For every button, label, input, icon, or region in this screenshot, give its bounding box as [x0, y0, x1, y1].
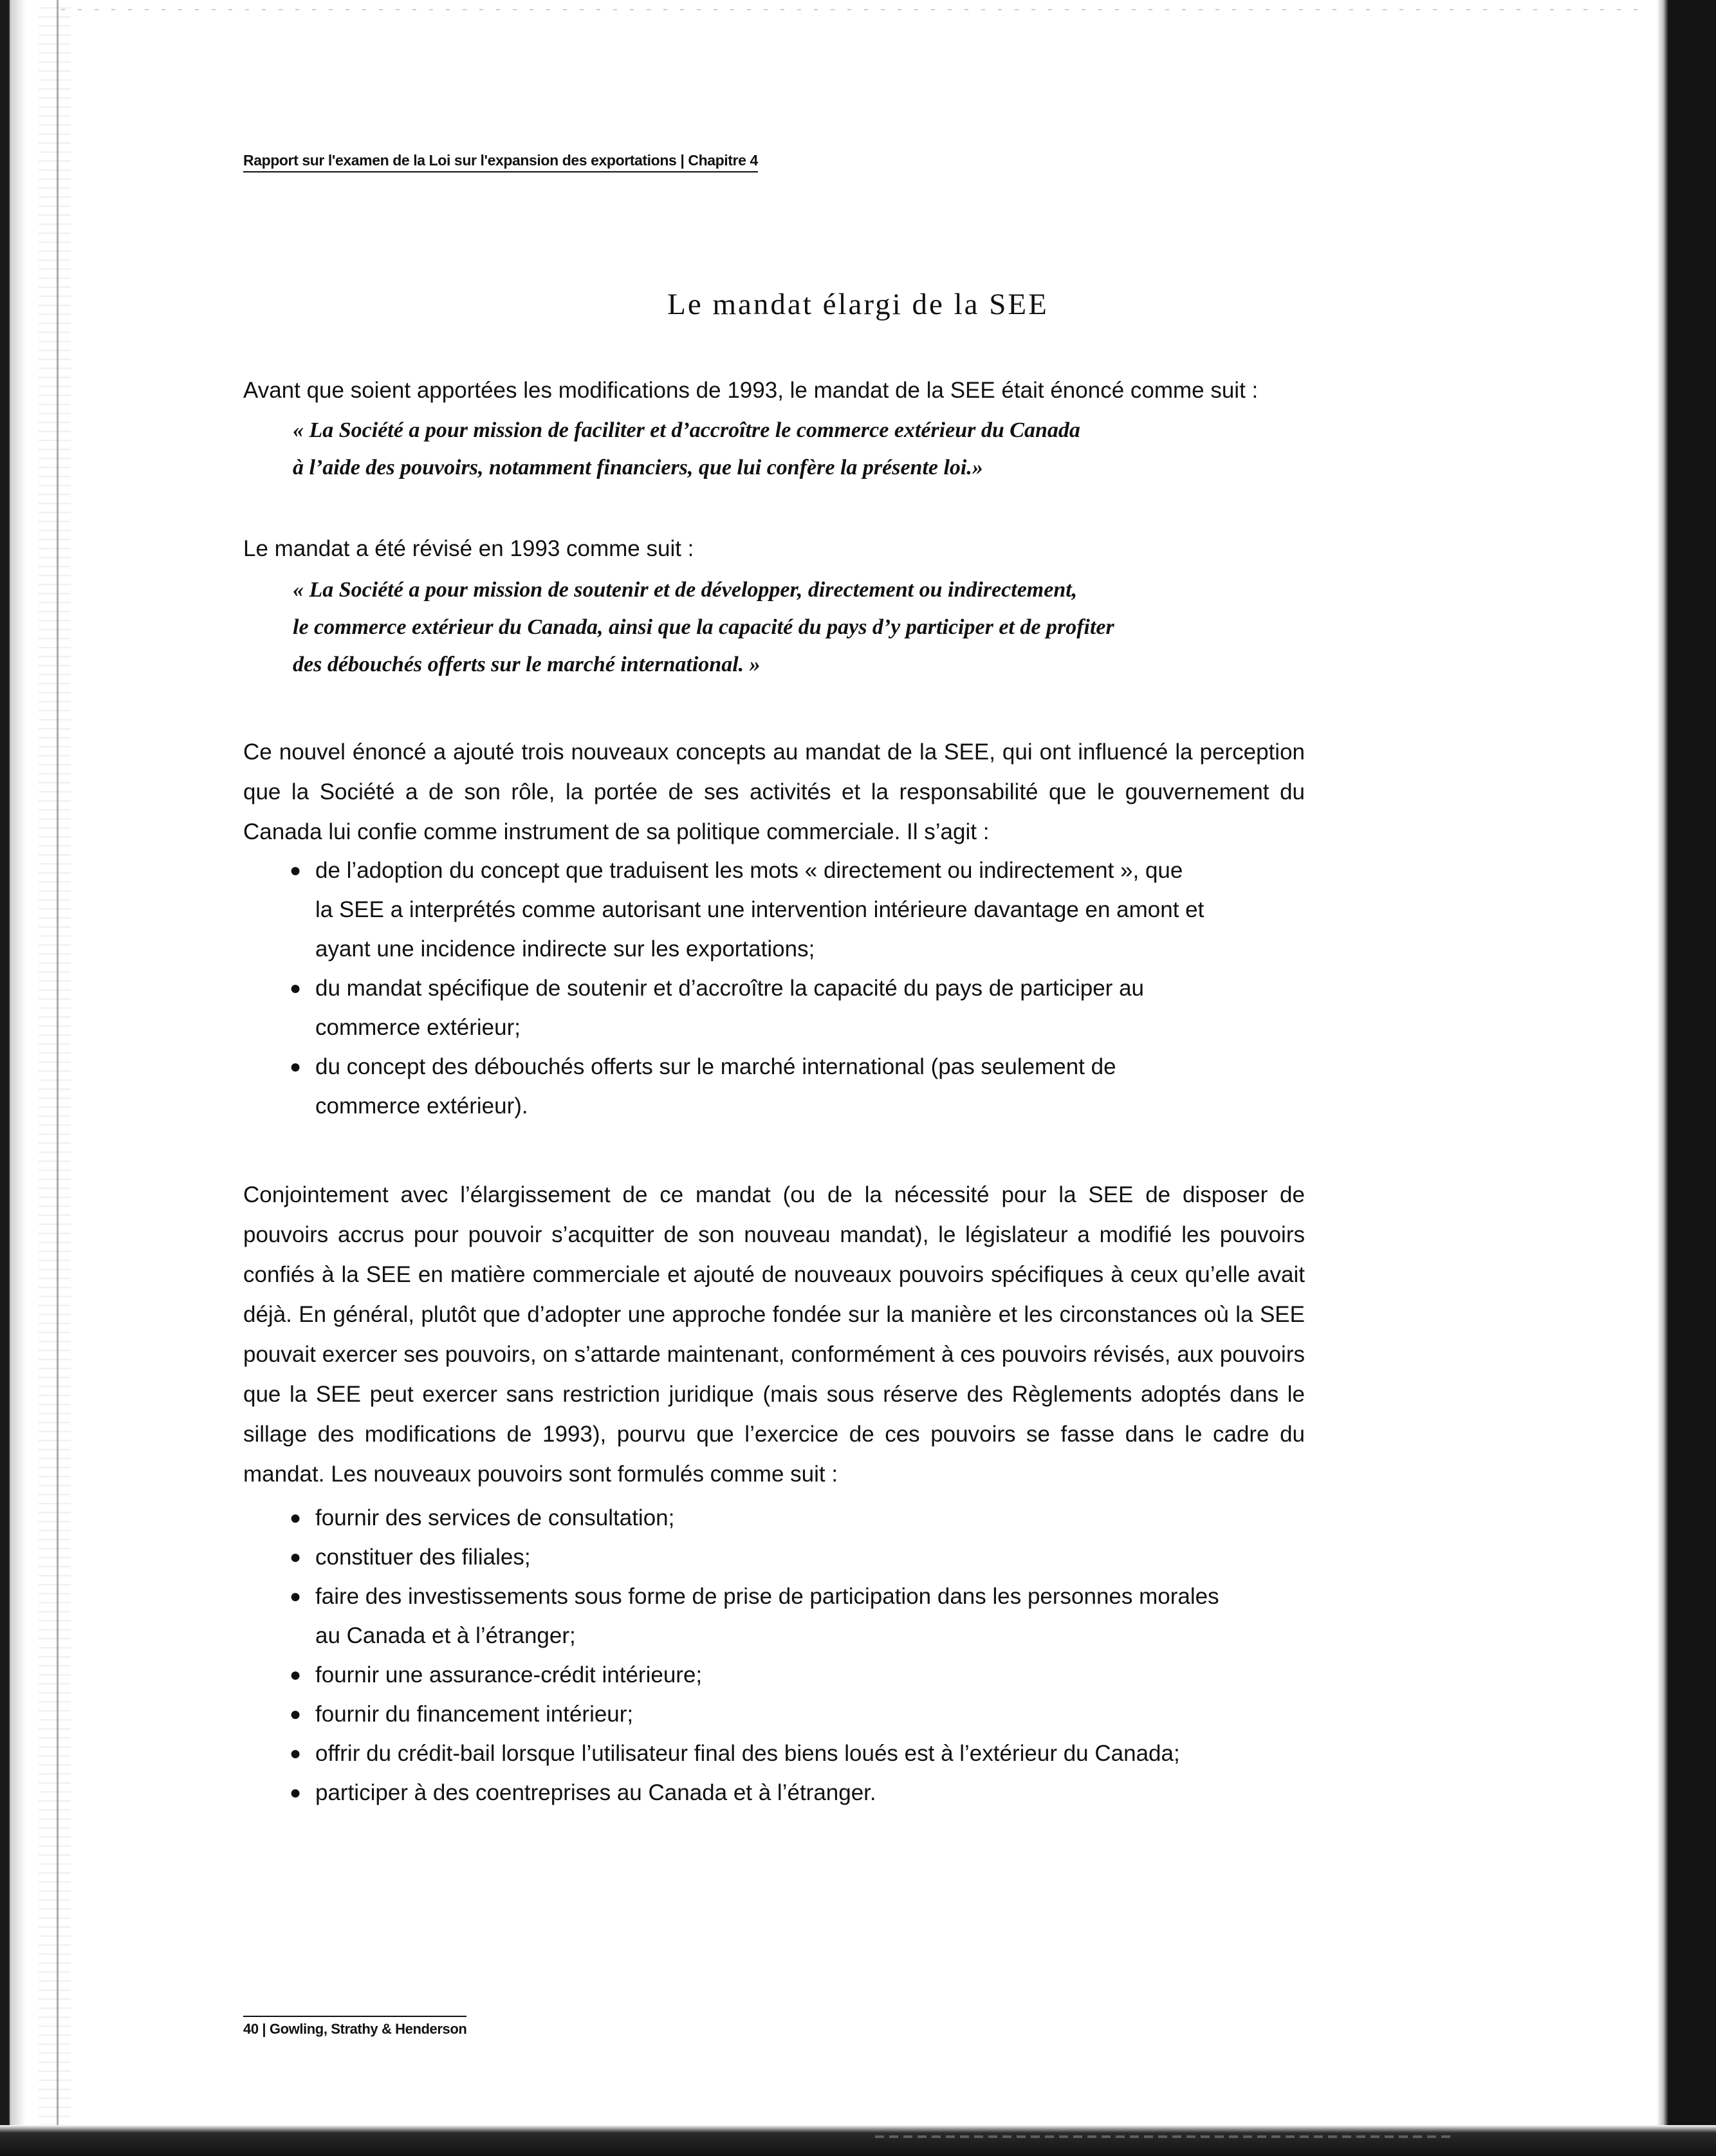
bullet-icon: ● — [290, 1547, 302, 1568]
list-item — [277, 1773, 1306, 1812]
bullet-icon: ● — [290, 1782, 302, 1803]
scan-left-noise — [39, 0, 71, 2156]
list-item-line: participer à des coentreprises au Canada et à l’étranger. — [315, 1780, 876, 1805]
quote-line: « La Société a pour mission de faciliter et d’accroître le commerce extérieur du Canada — [293, 418, 1080, 442]
list-item-line: faire des investissements sous forme de prise de participation dans les personnes morales — [315, 1584, 1219, 1609]
bullet-icon: ● — [290, 978, 302, 999]
page-title: Le mandat élargi de la SEE — [667, 288, 1049, 321]
scan-bottom-dots — [875, 2135, 1454, 2138]
list-item-line: fournir des services de consultation; — [315, 1505, 675, 1530]
list-item — [277, 1498, 1306, 1538]
list-item-line: du concept des débouchés offerts sur le marché international (pas seulement de — [315, 1054, 1116, 1079]
section3-bullet-list — [277, 851, 1306, 1126]
list-item-line: ayant une incidence indirecte sur les exportations; — [315, 936, 815, 962]
list-item-line: la SEE a interprétés comme autorisant une intervention intérieure davantage en amont et — [315, 897, 1204, 922]
bullet-icon: ● — [290, 1586, 302, 1607]
list-item-line: fournir du financement intérieur; — [315, 1702, 634, 1727]
scan-left-rule — [57, 0, 59, 2156]
section2-intro: Le mandat a été révisé en 1993 comme suit : — [243, 536, 694, 561]
scan-left-edge — [0, 0, 26, 2156]
list-item — [277, 1695, 1306, 1734]
list-item-line: au Canada et à l’étranger; — [315, 1623, 576, 1648]
list-item — [277, 1538, 1306, 1577]
list-item-line: offrir du crédit-bail lorsque l’utilisateur final des biens loués est à l’extérieur du Canada; — [315, 1741, 1180, 1766]
section4-bullet-list — [277, 1498, 1306, 1812]
list-item-line: fournir une assurance-crédit intérieure; — [315, 1662, 703, 1687]
quote-line: le commerce extérieur du Canada, ainsi que la capacité du pays d’y participer et de profiter — [293, 615, 1114, 639]
bullet-icon: ● — [290, 1664, 302, 1686]
bullet-icon: ● — [290, 1507, 302, 1529]
section1-quote — [293, 412, 1296, 487]
list-item-line: commerce extérieur; — [315, 1015, 521, 1040]
bullet-icon: ● — [290, 1056, 302, 1077]
list-item — [277, 1577, 1306, 1655]
list-item-line: commerce extérieur). — [315, 1093, 528, 1119]
bullet-icon: ● — [290, 1704, 302, 1725]
list-item-line: du mandat spécifique de soutenir et d’accroître la capacité du pays de participer au — [315, 976, 1144, 1001]
list-item — [277, 851, 1306, 969]
list-item-line: de l’adoption du concept que traduisent les mots « directement ou indirectement », que — [315, 858, 1183, 883]
quote-line: « La Société a pour mission de soutenir et de développer, directement ou indirectement, — [293, 578, 1078, 602]
quote-line: des débouchés offerts sur le marché international. » — [293, 653, 761, 676]
bullet-icon: ● — [290, 860, 302, 881]
page-footer: 40 | Gowling, Strathy & Henderson — [243, 2016, 466, 2038]
running-header: Rapport sur l'examen de la Loi sur l'expansion des exportations | Chapitre 4 — [243, 152, 758, 172]
list-item — [277, 1734, 1306, 1773]
section4-paragraph: Conjointement avec l’élargissement de ce mandat (ou de la nécessité pour la SEE de disposer de pouvoirs accrus pour pouvoir s’acquitter de son nouveau mandat), le législateur a modifié les pouvoirs confiés à la SEE en matière commerciale et ajouté de nouveaux pouvoirs spécifiques à ceux qu’elle avait déjà. En général, plutôt que d’adopter une approche fondée sur la manière et les circonstances où la SEE pouvait exercer ses pouvoirs, on s’attarde maintenant, conformément à ces pouvoirs révisés, aux pouvoirs que la SEE peut exercer sans restriction juridique (mais sous réserve des Règlements adoptés dans le sillage des modifications de 1993), pourvu que l’exercice de ces pouvoirs se fasse dans le cadre du mandat. Les nouveaux pouvoirs sont formulés comme suit : — [243, 1182, 1305, 1487]
section3-paragraph: Ce nouvel énoncé a ajouté trois nouveaux concepts au mandat de la SEE, qui ont influencé la perception que la Société a de son rôle, la portée de ses activités et la responsabilité que le gouvernement du Canada lui confie comme instrument de sa politique commerciale. Il s’agit : — [243, 739, 1305, 844]
list-item — [277, 1047, 1306, 1126]
bullet-icon: ● — [290, 1743, 302, 1764]
list-item-line: constituer des filiales; — [315, 1545, 531, 1570]
section2-quote — [293, 572, 1296, 683]
scan-top-dots — [61, 9, 1644, 10]
scan-right-edge — [1657, 0, 1716, 2156]
scan-bottom-edge — [0, 2125, 1716, 2156]
list-item — [277, 969, 1306, 1047]
section1-intro: Avant que soient apportées les modifications de 1993, le mandat de la SEE était énoncé comme suit : — [243, 378, 1259, 403]
quote-line: à l’aide des pouvoirs, notamment financiers, que lui confère la présente loi.» — [293, 456, 983, 479]
list-item — [277, 1655, 1306, 1695]
